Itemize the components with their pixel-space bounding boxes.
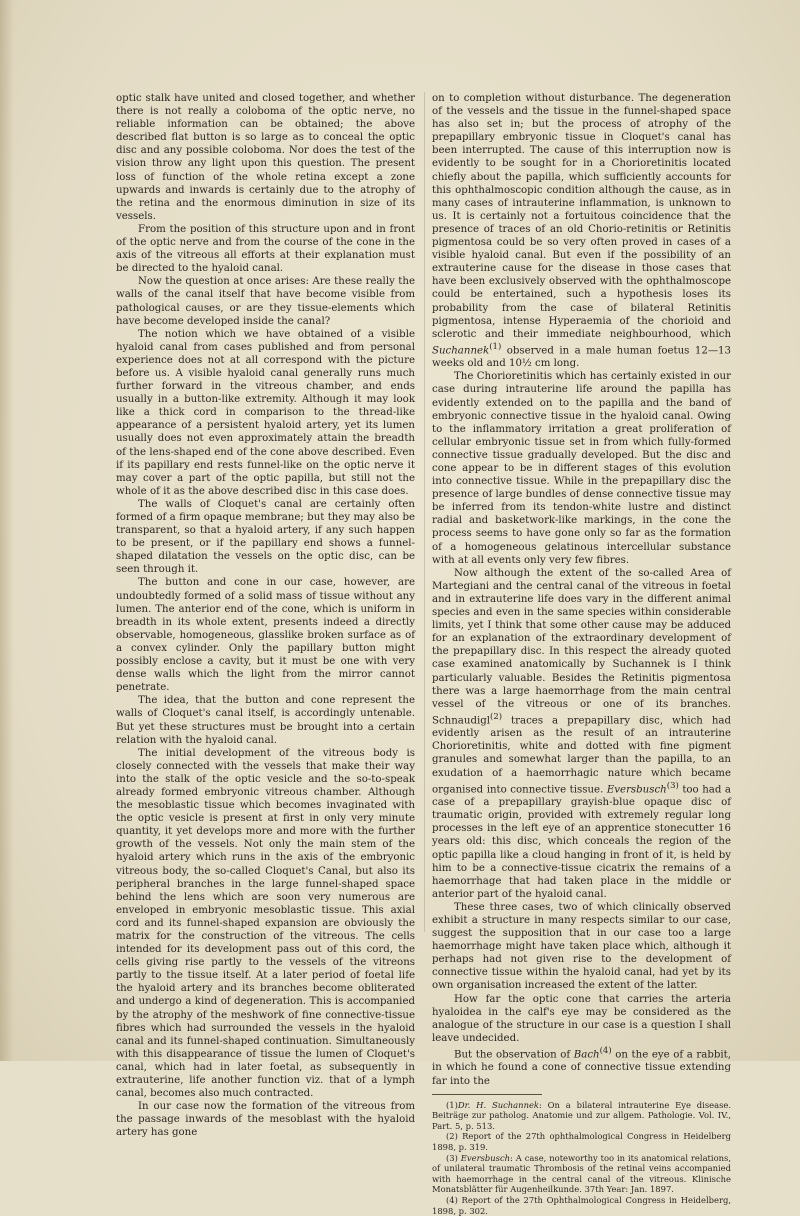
footnote-ref: (4) <box>599 1045 612 1056</box>
paragraph-text: on to completion without disturbance. The degeneration of the vessels and the tissue in the funnel-shaped space has also set in; but the process of atrophy of the prepapillary embryonic tissue in Cloquet's canal has been interrupted. The cause of this interruption now is evidently to be sought for in a Chorioretinitis located chiefly about the papilla, which sufficiently accounts for this ophthalmoscopic condition although the cause, as in many cases of intrauterine inflammation, is unknown to us. It is certainly not a fortuitous coincidence that the presence of traces of an old Chorio-retinitis or Retinitis pigmentosa could be so very often proved in cases of a visible hyaloid canal. But even if the possibility of an extrauterine cause for the disease in those cases that have been exclusively observed with the ophthalmoscope could be entertained, such a hypothesis loses its probability from the case of bilateral Retinitis pigmentosa, intense Hyperaemia of the chorioid and sclerotic and their immediate neighbourhood, which <box>432 93 731 340</box>
paragraph: optic stalk have united and closed together, and whether there is not really a coloboma of the optic nerve, no reliable information can be obtained; the above described flat button is so large as to conceal the optic disc and any possible coloboma. Nor does the test of the vision throw any light upon this question. The present loss of function of the whole retina except a zone upwards and inwards is certainly due to the atrophy of the retina and the enormous diminution in size of its vessels. <box>116 93 415 222</box>
page-edge-shadow <box>0 0 14 1061</box>
footnote-number: (3) <box>446 1152 458 1163</box>
footnote-ref: (1) <box>489 341 502 352</box>
paragraph <box>432 567 731 901</box>
paragraph <box>432 1045 731 1088</box>
paragraph: In our case now the formation of the vitreous from the passage inwards of the mesoblast with the hyaloid artery has gone <box>116 1101 415 1139</box>
paragraph: The walls of Cloquet's canal are certainly often formed of a firm opaque membrane; but they may also be transparent, so that a hyaloid artery, if any such happen to be present, or if the papillary end shows a funnel-shaped dilatation the vessels on the optic disc, can be seen through it. <box>116 498 415 576</box>
author-name: Eversbusch <box>606 784 667 796</box>
paragraph: From the position of this structure upon and in front of the optic nerve and from the course of the cone in the axis of the vitreous all efforts at their explanation must be directed to the hyaloid canal. <box>116 223 415 275</box>
author-name: Suchannek <box>432 345 490 357</box>
paragraph: The idea, that the button and cone represent the walls of Cloquet's canal itself, is accordingly untenable. But yet these structures must be brought into a certain relation with the hyaloid canal. <box>116 695 415 746</box>
footnote-text: : On a bilateral intrauterine Eye disease. Beiträge zur patholog. Anatomie und zur allgem. Pathologie. Vol. IV., Part. 5, p. 513. <box>432 1099 731 1131</box>
footnote <box>432 1153 731 1195</box>
paragraph: The initial development of the vitreous body is closely connected with the vessels that make their way into the stalk of the optic vesicle and the so-to-speak already formed embryonic vitreous chamber. Although the mesoblastic tissue which becomes invaginated with the optic vesicle is present at first in only very minute quantity, it yet develops more and more with the further growth of the vessels. Not only the main stem of the hyaloid artery which runs in the axis of the embryonic vitreous body, the so-called Cloquet's Canal, but also its peripheral branches in the large funnel-shaped space behind the lens which are soon very numerous are enveloped in embryonic mesoblastic tissue. This axial cord and its funnel-shaped expansion are obviously the matrix for the construction of the vitreous. The cells intended for its development pass out of this cord, the cells giving rise partly to the vessels of the vitreons partly to the tissue itself. At a later period of foetal life the hyaloid artery and its branches become obliterated and undergo a kind of degeneration. This is accompanied by the atrophy of the meshwork of fine connective-tissue fibres which had surrounded the vessels in the hyaloid canal and its funnel-shaped continuation. Simultaneously with this disappearance of tissue the lumen of Cloquet's canal, which had in later foetal, as subsequently in extrauterine, life another function viz. that of a lymph canal, becomes also much contracted. <box>116 747 415 1100</box>
author-name: Eversbusch <box>460 1152 511 1163</box>
footnote-text: : A case, noteworthy too in its anatomical relations, of unilateral traumatic Thrombosis of the retinal veins accompanied with haemorrhage in the central canal of the vitreous. Klinische Monatsblätter für Augenheilkunde. 37th Year: Jan. 1897. <box>432 1152 731 1195</box>
footnote-number: (1) <box>446 1099 458 1110</box>
author-name: Bach <box>573 1049 600 1061</box>
paragraph-text: traces a prepapillary disc, which had evidently arisen as the result of an intrauterine Chorioretinitis, white and dotted with fine pigment granules and somewhat larger than the papilla, to an exudation of a haemorrhagic nature which became organised into connective tissue. <box>432 715 731 796</box>
paragraph-text: observed in a male human foetus 12—13 weeks old and 10½ cm long. <box>432 345 731 370</box>
paragraph-text: But the observation of <box>454 1049 574 1061</box>
footnote-ref: (2) <box>490 711 503 722</box>
paragraph: The notion which we have obtained of a visible hyaloid canal from cases published and from personal experience does not at all correspond with the picture before us. A visible hyaloid canal generally runs much further forward in the vitreous chamber, and ends usually in a button-like extremity. Although it may look like a thick cord in comparison to the thread-like appearance of a persistent hyaloid artery, yet its lumen usually does not even approximately attain the breadth of the lens-shaped end of the cone above described. Even if its papillary end rests funnel-like on the optic nerve it may cover a part of the optic papilla, but still not the whole of it as the above described disc in this case does. <box>116 328 415 497</box>
paragraph: The button and cone in our case, however, are undoubtedly formed of a solid mass of tissue without any lumen. The anterior end of the cone, which is uniform in breadth in its whole extent, presents indeed a directly observable, homogeneous, glasslike broken surface as of a convex cylinder. Only the papillary button might possibly enclose a cavity, but it must be one with very dense walls which the light from the mirror cannot penetrate. <box>116 577 415 694</box>
footnote: (2) Report of the 27th ophthalmological Congress in Heidelberg 1898, p. 319. <box>432 1131 731 1152</box>
footnote: (4) Report of the 27th Ophthalmological Congress in Heidelberg, 1898, p. 302. <box>432 1194 731 1216</box>
column-divider <box>424 92 425 932</box>
author-name: Dr. H. Suchannek <box>457 1099 539 1110</box>
paragraph: How far the optic cone that carries the arteria hyaloidea in the calf's eye may be considered as the analogue of the structure in our case is a question I shall leave undecided. <box>432 993 731 1044</box>
right-column <box>432 92 731 1216</box>
paragraph: These three cases, two of which clinically observed exhibit a structure in many respects similar to our case, suggest the supposition that in our case too a large haemorrhage might have taken place which, although it perhaps had not given rise to the development of connective tissue within the hyaloid canal, had yet by its own organisation increased the extent of the latter. <box>432 901 731 992</box>
paragraph-text: too had a case of a prepapillary grayish-blue opaque disc of traumatic origin, provided with extremely regular long processes in the left eye of an apprentice stonecutter 16 years old: this disc, which conceals the region of the optic papilla like a cloud hanging in front of it, is held by him to be a connective-tissue cicatrix the remains of a haemorrhage that had taken place in the middle or anterior part of the hyaloid canal. <box>432 784 731 900</box>
footnote-rule <box>432 1094 542 1095</box>
paragraph: Now the question at once arises: Are these really the walls of the canal itself that have become visible from pathological causes, or are they tissue-elements which have become developed inside the canal? <box>116 276 415 327</box>
footnotes <box>432 1100 731 1216</box>
paragraph <box>432 92 731 370</box>
paragraph: The Chorioretinitis which has certainly existed in our case during intrauterine life around the papilla has evidently extended on to the papilla and the band of embryonic connective tissue in the hyaloid canal. Owing to the inflammatory irritation a great proliferation of cellular embryonic tissue set in from which fully-formed connective tissue gradually developed. But the disc and cone appear to be in different stages of this evolution into connective tissue. While in the prepapillary disc the presence of large bundles of dense connective tissue may be inferred from its tendon-white lustre and distinct radial and basketwork-like markings, in the cone the process seems to have gone only so far as the formation of a homogeneous gelatinous intercellular substance with at all events only very few fibres. <box>432 371 731 566</box>
left-column <box>116 92 415 1140</box>
paragraph-text: on the eye of a rabbit, in which he found a cone of connective tissue extending far into the <box>432 1049 731 1087</box>
paragraph-text: Now although the extent of the so-called Area of Martegiani and the central canal of the vitreous in foetal and in extrauterine life does vary in the different animal species and even in the same species within considerable limits, yet I think that some other cause may be adduced for an explanation of the extraordinary development of the prepapillary disc. In this respect the already quoted case examined anatomically by Suchannek is I think particularly valuable. Besides the Retinitis pigmentosa there was a large haemorrhage from the main central vessel of the vitreous or one of its branches. Schnaudigl <box>432 567 731 727</box>
footnote <box>432 1100 731 1132</box>
footnote-ref: (3) <box>666 780 679 791</box>
